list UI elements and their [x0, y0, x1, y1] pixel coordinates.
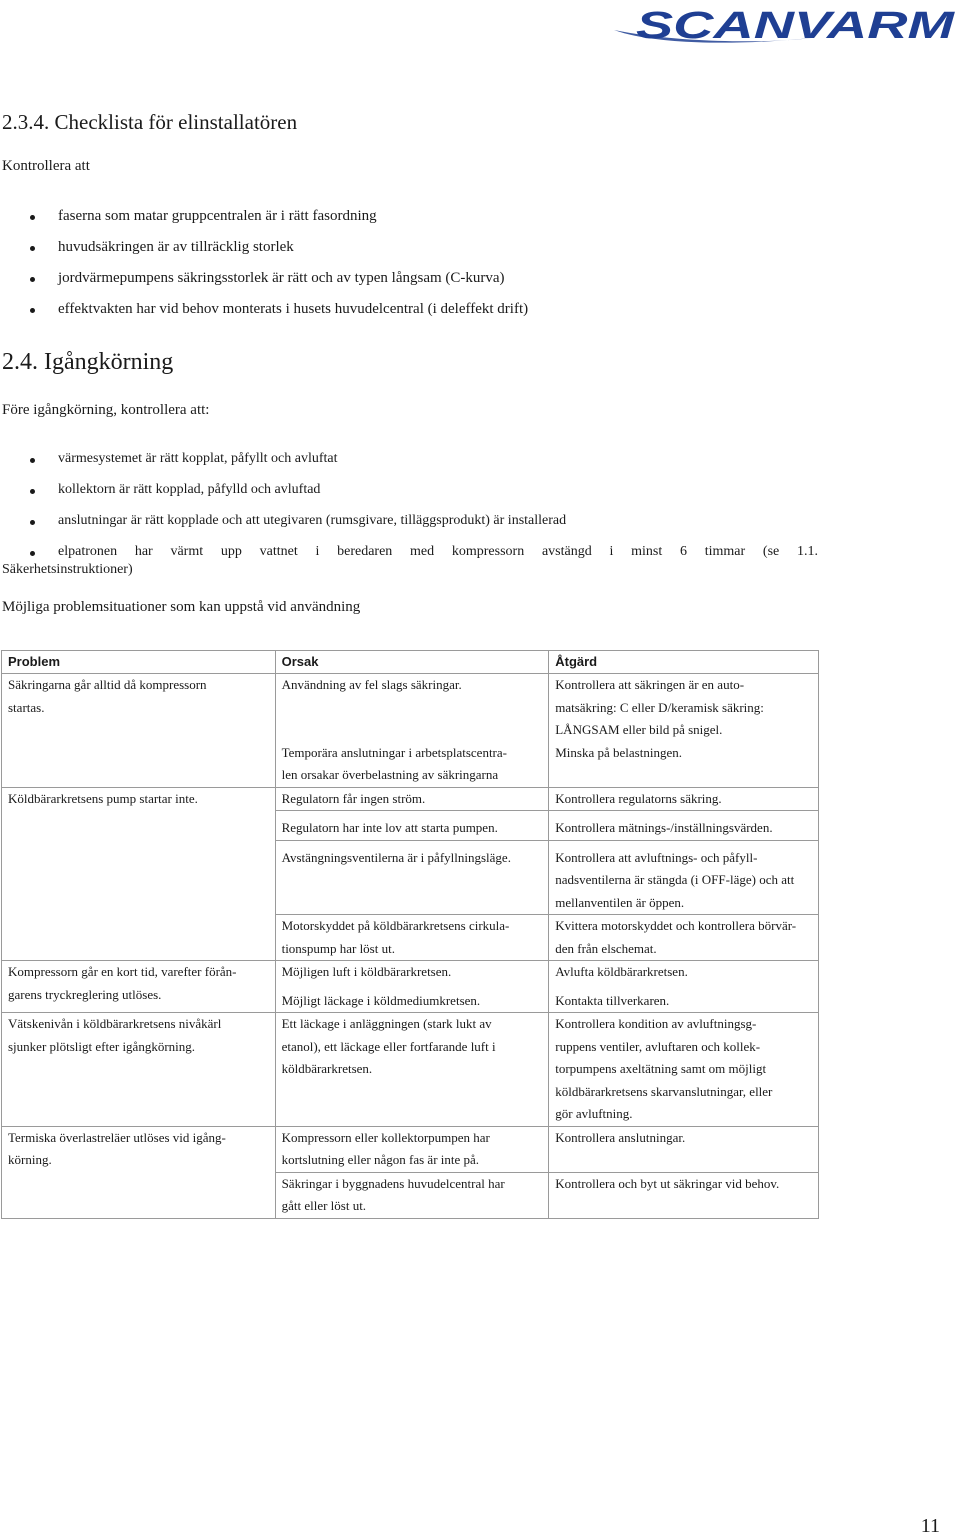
- cell-orsak: [275, 1013, 549, 1127]
- cell-line: Kontrollera mätnings-/inställningsvärden.: [555, 820, 773, 835]
- cell-line: Kompressorn eller kollektorpumpen har: [281, 1129, 490, 1145]
- cell-line: Regulatorn får ingen ström.: [281, 790, 426, 806]
- cell-line: Säkringar i byggnadens huvudelcentral har: [281, 1175, 505, 1191]
- table-row: [2, 1126, 819, 1172]
- cell-line: Kontrollera regulatorns säkring.: [555, 790, 722, 806]
- cell-line: den från elschemat.: [555, 940, 657, 956]
- table-row: [2, 1013, 819, 1127]
- cell-line: sjunker plötsligt efter igångkörning.: [8, 1038, 196, 1054]
- cell-atgard: [549, 811, 819, 841]
- table-row: [2, 674, 819, 742]
- cell-orsak: [275, 1126, 549, 1172]
- cell-line: gått eller löst ut.: [281, 1198, 367, 1213]
- cell-atgard: [549, 915, 819, 961]
- section-heading-igangkorning: 2.4. Igångkörning: [2, 349, 174, 375]
- column-header-problem: Problem: [2, 651, 276, 674]
- cell-atgard: [549, 1172, 819, 1218]
- cell-line: Termiska överlastreläer utlöses vid igång-: [8, 1129, 226, 1145]
- cell-problem: [2, 915, 276, 961]
- cell-line: tionspump har löst ut.: [281, 940, 395, 956]
- igangkorning-intro: Före igångkörning, kontrollera att:: [2, 402, 210, 418]
- cell-line: Kontrollera och byt ut säkringar vid behov.: [555, 1175, 780, 1191]
- cell-line: Minska på belastningen.: [555, 744, 682, 760]
- table-row: [2, 1172, 819, 1218]
- cell-atgard: [549, 674, 819, 742]
- cell-line: Regulatorn har inte lov att starta pumpen.: [281, 820, 498, 835]
- table-row: [2, 840, 819, 915]
- cell-line: körning.: [8, 1152, 52, 1167]
- cell-line: matsäkring: C eller D/keramisk säkring:: [555, 699, 764, 715]
- cell-line: Motorskyddet på köldbärarkretsens cirkula-: [281, 918, 510, 933]
- cell-orsak: [275, 961, 549, 1013]
- table-row: [2, 787, 819, 811]
- cell-line: nadsventilerna är stängda (i OFF-läge) och att: [555, 872, 795, 887]
- list-item: jordvärmepumpens säkringsstorlek är rätt och av typen långsam (C-kurva): [58, 267, 918, 298]
- list-item-continuation: Säkerhetsinstruktioner): [2, 562, 133, 577]
- cell-line: Temporära anslutningar i arbetsplatscentra-: [281, 744, 507, 760]
- list-item: anslutningar är rätt kopplade och att utegivaren (rumsgivare, tilläggsprodukt) är installerad: [58, 510, 818, 541]
- cell-problem: [2, 742, 276, 788]
- cell-atgard: [549, 787, 819, 811]
- cell-problem: [2, 674, 276, 742]
- cell-atgard: [549, 742, 819, 788]
- cell-line: len orsakar överbelastning av säkringarna: [281, 767, 499, 782]
- cell-line: Kontrollera anslutningar.: [555, 1129, 686, 1145]
- list-item: huvudsäkringen är av tillräcklig storlek: [58, 236, 918, 267]
- list-item: elpatronen har värmt upp vattnet i beredaren med kompressorn avstängd i minst 6 timmar (se 1.1.: [58, 541, 818, 563]
- cell-line: Ett läckage i anläggningen (stark lukt av: [281, 1016, 492, 1031]
- cell-line: Vätskenivån i köldbärarkretsens nivåkärl: [8, 1016, 222, 1031]
- cell-atgard: [549, 961, 819, 1013]
- column-header-atgard: Åtgärd: [549, 651, 819, 674]
- table-row: [2, 961, 819, 1013]
- cell-problem: [2, 1126, 276, 1172]
- cell-line: torpumpens axeltätning samt om möjligt: [555, 1061, 767, 1076]
- cell-line: gör avluftning.: [555, 1106, 633, 1121]
- cell-line: etanol), ett läckage eller fortfarande luft i: [281, 1038, 496, 1054]
- cell-line: LÅNGSAM eller bild på snigel.: [555, 722, 723, 737]
- igangkorning-list: [58, 448, 818, 563]
- cell-line: mellanventilen är öppen.: [555, 894, 685, 910]
- cell-line: Möjligen luft i köldbärarkretsen.: [281, 964, 452, 979]
- cell-orsak: [275, 1172, 549, 1218]
- cell-orsak: [275, 787, 549, 811]
- cell-orsak: [275, 811, 549, 841]
- cell-orsak: [275, 674, 549, 742]
- cell-line: kortslutning eller någon fas är inte på.: [281, 1152, 480, 1167]
- cell-problem: [2, 787, 276, 811]
- cell-line: köldbärarkretsens skarvanslutningar, eller: [555, 1083, 773, 1099]
- cell-line: Kompressorn går en kort tid, varefter förån-: [8, 964, 237, 979]
- cell-orsak: [275, 742, 549, 788]
- table-row: [2, 742, 819, 788]
- cell-atgard: [549, 1013, 819, 1127]
- cell-line: Säkringarna går alltid då kompressorn: [8, 677, 207, 692]
- cell-line: Avstängningsventilerna är i påfyllningsläge.: [281, 849, 511, 865]
- problems-intro: Möjliga problemsituationer som kan uppstå vid användning: [2, 599, 361, 615]
- checklist-intro: Kontrollera att: [2, 158, 90, 174]
- cell-line: Kontakta tillverkaren.: [555, 992, 670, 1008]
- cell-problem: [2, 840, 276, 915]
- scanvarm-logo: [612, 4, 958, 46]
- cell-line: Kontrollera att avluftnings- och påfyll-: [555, 849, 758, 865]
- cell-problem: [2, 1013, 276, 1127]
- list-item: kollektorn är rätt kopplad, påfylld och avluftad: [58, 479, 818, 510]
- list-item: effektvakten har vid behov monterats i husets huvudelcentral (i deleffekt drift): [58, 298, 918, 329]
- cell-atgard: [549, 840, 819, 915]
- problem-table: [1, 650, 819, 1219]
- cell-line: Kvittera motorskyddet och kontrollera börvär-: [555, 918, 797, 933]
- cell-line: ruppens ventiler, avluftaren och kollek-: [555, 1038, 761, 1054]
- cell-line: Användning av fel slags säkringar.: [281, 677, 462, 692]
- cell-line: köldbärarkretsen.: [281, 1061, 373, 1076]
- cell-atgard: [549, 1126, 819, 1172]
- page-number: 11: [920, 1515, 940, 1537]
- list-item: värmesystemet är rätt kopplat, påfyllt och avluftat: [58, 448, 818, 479]
- cell-line: garens tryckreglering utlöses.: [8, 986, 162, 1002]
- cell-line: Avlufta köldbärarkretsen.: [555, 964, 688, 979]
- table-header-row: [2, 651, 819, 674]
- cell-line: Kontrollera kondition av avluftningsg-: [555, 1016, 757, 1031]
- cell-problem: [2, 811, 276, 841]
- column-header-orsak: Orsak: [275, 651, 549, 674]
- cell-orsak: [275, 840, 549, 915]
- section-heading-checklista: 2.3.4. Checklista för elinstallatören: [2, 110, 298, 134]
- cell-line: Möjligt läckage i köldmediumkretsen.: [281, 992, 481, 1008]
- cell-problem: [2, 1172, 276, 1218]
- table-row: [2, 915, 819, 961]
- cell-problem: [2, 961, 276, 1013]
- cell-line: startas.: [8, 699, 45, 715]
- cell-line: Kontrollera att säkringen är en auto-: [555, 677, 745, 692]
- table-row: [2, 811, 819, 841]
- cell-line: Köldbärarkretsens pump startar inte.: [8, 790, 198, 806]
- svg-text:SCANVARM: SCANVARM: [636, 5, 956, 46]
- cell-orsak: [275, 915, 549, 961]
- checklist-list: [58, 205, 918, 329]
- list-item: faserna som matar gruppcentralen är i rätt fasordning: [58, 205, 918, 236]
